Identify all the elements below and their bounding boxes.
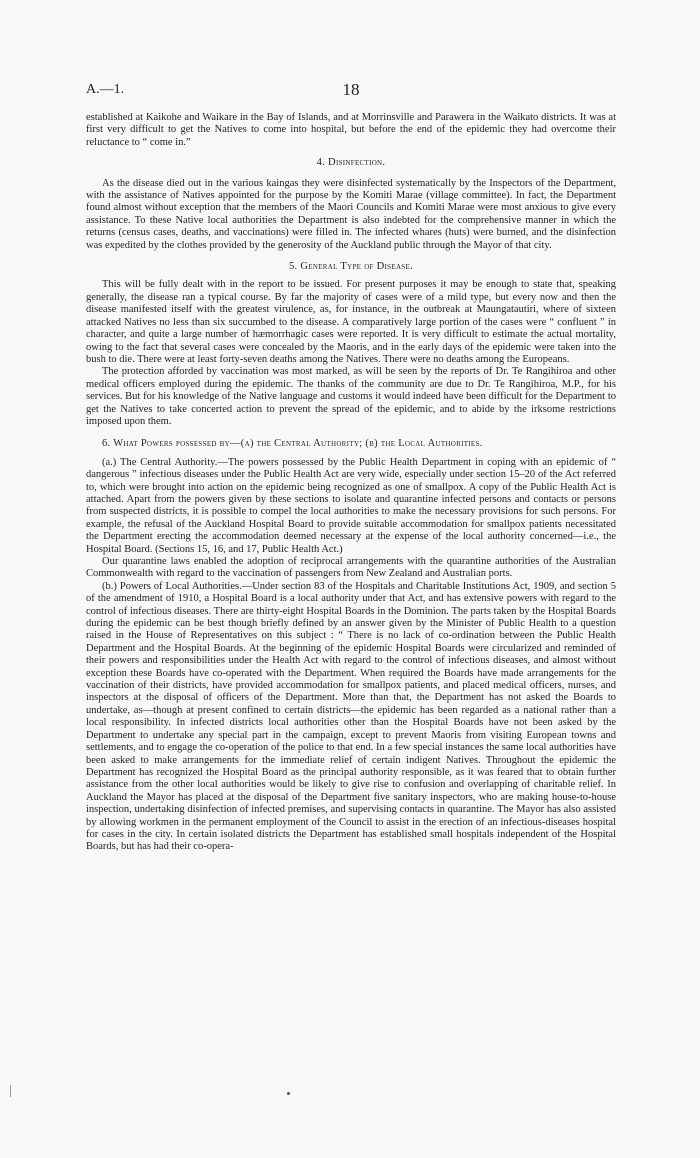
paragraph-central-authority: (a.) The Central Authority.—The powers possessed by the Public Health Department in coping with an epidemic of “ dangerous ” infectious diseases under the Public Health Act are very wide, especially under section 15–20 of the Act referred to, which were brought into action on the epidemic being recognized as one of smallpox. A copy of the Public Health Act is attached. Apart from the powers given by these sections to isolate and quarantine infected persons and contacts or persons from suspected districts, it is possible to compel the local authorities to make the necessary provisions for such persons. For example, the refusal of the Auckland Hospital Board to provide suitable accommodation for smallpox patients necessitated the Department erecting the accommodation deemed necessary at the expense of the local authority concerned—i.e., the Hospital Board. (Sections 15, 16, and 17, Public Health Act.) — [86, 456, 616, 555]
print-mark — [287, 1092, 290, 1095]
paragraph-local-authorities: (b.) Powers of Local Authorities.—Under section 83 of the Hospitals and Charitable Institutions Act, 1909, and section 5 of the amendment of 1910, a Hospital Board is a local authority under that Act, and has extensive powers with regard to the control of infectious diseases. There are thirty-eight Hospital Boards in the Dominion. The parts taken by the Hospital Boards during the epidemic can be best though briefly defined by an answer given by the Minister of Public Health to a question raised in the House of Representatives on this subject : “ There is no lack of co-ordination between the Public Health Department and the Hospital Boards. At the beginning of the epidemic Hospital Boards were circularized and reminded of their powers and responsibilities under the Health Act with regard to the control of infectious diseases, and almost without exception these Boards have co-operated with the Department. When required the Boards have made arrangements for the vaccination of their districts, have provided accommodation for smallpox patients, and placed medical officers, nurses, and inspectors at the disposal of officers of the Department. More than that, the Department has not asked the Boards to undertake, as—though at present confined to certain districts—the epidemic has been regarded as a national rather than a local responsibility. In infected districts local authorities other than the Hospital Boards have not been asked by the Department to undertake any special part in the campaign, except to prevent Maoris from visiting European towns and settlements, and to engage the co-operation of the police to that end. In a few special instances the same local authorities have been asked to make arrangements for the immediate relief of certain indigent Natives. Throughout the epidemic the Department has recognized the Hospital Board as the principal authority responsible, as it was feared that to obtain further assistance from the other local authorities would be likely to give rise to confusion and overlapping of charitable relief. In Auckland the Mayor has placed at the disposal of the Department five sanitary inspectors, who are making house-to-house inspection, undertaking disinfection of infected premises, and supervising contacts in quarantine. The Mayor has also assisted by allowing workmen in the permanent employment of the Council to assist in the erection of an infectious-diseases hospital for cases in the city. In certain isolated districts the Department has established small hospitals independent of the Hospital Boards, but has had their co-opera- — [86, 580, 616, 853]
margin-mark — [10, 1085, 11, 1097]
page-body — [86, 112, 616, 854]
paragraph-disinfection: As the disease died out in the various kaingas they were disinfected systematically by the Inspectors of the Department, with the assistance of Natives appointed for the purpose by the Komiti Marae (village committee). In fact, the Department found almost without exception that the members of the Maori Councils and Komiti Marae were most anxious to give every assistance. To these Native local authorities the Department is also indebted for the comprehensive manner in which the returns (census cases, deaths, and vaccinations) were filled in. The infected whares (huts) were burned, and the disinfection was expedited by the clothes provided by the generosity of the Auckland public through the Mayor of that city. — [86, 177, 616, 251]
section-heading-disinfection: 4. Disinfection. — [316, 157, 386, 169]
document-reference: A.—1. — [86, 82, 125, 97]
paragraph-general-type: This will be fully dealt with in the report to be issued. For present purposes it may be enough to state that, speaking generally, the disease ran a typical course. By far the majority of cases were of a mild type, but every now and then the disease manifested itself with the greatest virulence, as, for instance, in the outbreak at Maungatautiri, where of sixteen attacked Natives no less than six succumbed to the disease. A comparatively large portion of the cases were “ confluent ” in character, and quite a large number of hæmorrhagic cases were reported. It is very difficult to estimate the actual mortality, owing to the fact that several cases were concealed by the Maoris, and in the early days of the epidemic were taken into the bush to die. There were at least forty-seven deaths among the Natives. There were no deaths among the Europeans. — [86, 279, 616, 365]
paragraph-quarantine: Our quarantine laws enabled the adoption of reciprocal arrangements with the quarantine authorities of the Australian Commonwealth with regard to the vaccination of passengers from New Zealand and Australian ports. — [86, 556, 616, 580]
paragraph-vaccination: The protection afforded by vaccination was most marked, as will be seen by the reports of Dr. Te Rangihiroa and other medical officers employed during the epidemic. The thanks of the community are due to Dr. Te Rangihiroa, M.P., for his services. But for his knowledge of the Native language and customs it would indeed have been difficult for the Department to get the Natives to take concerted action to prevent the spread of the epidemic, and to abide by the irksome restrictions imposed upon them. — [86, 366, 616, 427]
page-header — [86, 82, 616, 102]
section-heading-powers: 6. What Powers possessed by—(a) the Central Authority; (b) the Local Authorities. — [102, 438, 483, 450]
page-number: 18 — [342, 80, 360, 99]
section-heading-general-type: 5. General Type of Disease. — [289, 261, 413, 273]
paragraph-continuation: established at Kaikohe and Waikare in the Bay of Islands, and at Morrinsville and Parawera in the Waikato districts. It was at first very difficult to get the Natives to come into hospital, but before the end of the epidemic they had overcome their reluctance to “ come in.” — [86, 112, 616, 148]
